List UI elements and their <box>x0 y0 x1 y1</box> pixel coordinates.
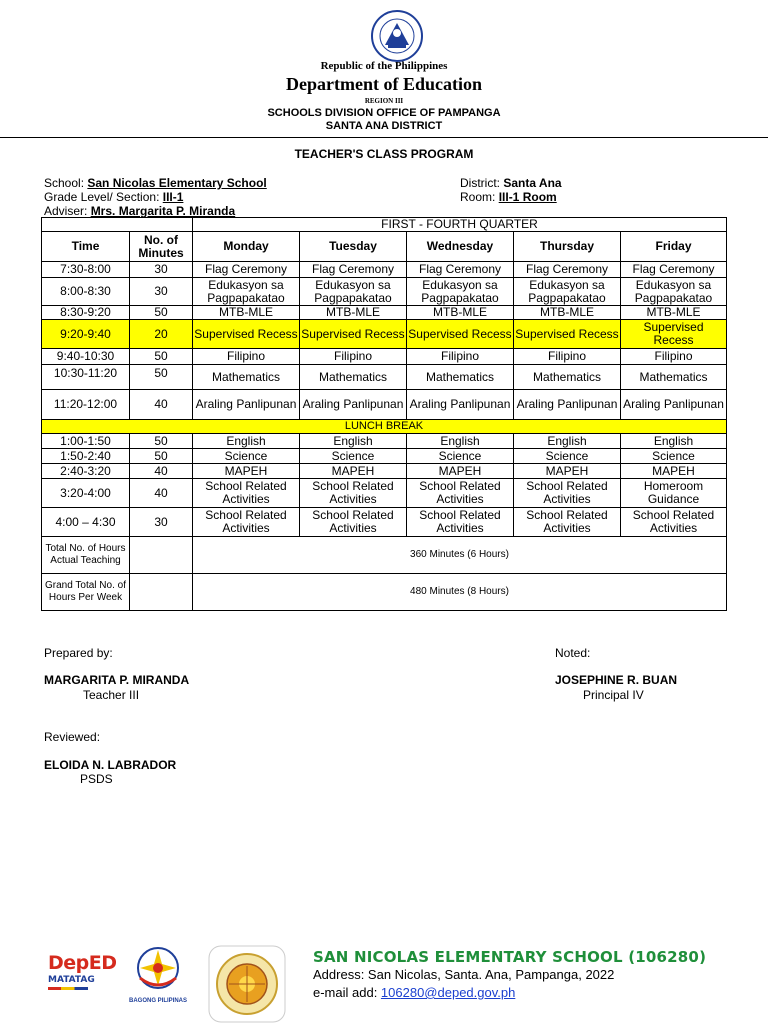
table-row <box>42 449 727 464</box>
table-row <box>42 434 727 449</box>
subject-cell: MTB-MLE <box>300 306 407 320</box>
time-cell: 7:30-8:00 <box>42 262 130 278</box>
school-value: San Nicolas Elementary School <box>87 176 267 190</box>
total-label: Grand Total No. of Hours Per Week <box>42 574 130 611</box>
header-divider <box>0 137 768 138</box>
subject-cell: MTB-MLE <box>407 306 514 320</box>
table-row <box>42 390 727 420</box>
subject-cell: MAPEH <box>621 464 727 479</box>
subject-cell: MAPEH <box>193 464 300 479</box>
district-line: SANTA ANA DISTRICT <box>325 120 443 132</box>
col-header-monday: Monday <box>193 232 300 262</box>
subject-cell: Science <box>300 449 407 464</box>
grade-info <box>44 190 183 204</box>
reviewed-name: ELOIDA N. LABRADOR <box>44 758 177 772</box>
school-label: School: <box>44 176 88 190</box>
minutes-cell: 50 <box>130 306 193 320</box>
document-title: TEACHER'S CLASS PROGRAM <box>294 147 474 161</box>
subject-cell: Flag Ceremony <box>621 262 727 278</box>
time-cell: 2:40-3:20 <box>42 464 130 479</box>
noted-title: Principal IV <box>583 688 644 702</box>
subject-cell: MTB-MLE <box>514 306 621 320</box>
table-row <box>42 508 727 537</box>
reviewed-title: PSDS <box>80 772 113 786</box>
school-seal-icon <box>207 944 287 1024</box>
lunch-break-label: LUNCH BREAK <box>42 420 727 434</box>
time-cell: 9:20-9:40 <box>42 320 130 349</box>
noted-name: JOSEPHINE R. BUAN <box>555 673 678 687</box>
subject-cell: MAPEH <box>300 464 407 479</box>
col-header-thursday: Thursday <box>514 232 621 262</box>
subject-cell: English <box>193 434 300 449</box>
prepared-title: Teacher III <box>83 688 140 702</box>
subject-cell: Araling Panlipunan <box>300 390 407 420</box>
school-seal-logo <box>207 944 287 1024</box>
subject-cell: School Related Activities <box>407 508 514 537</box>
table-header-row <box>42 232 727 262</box>
table-row <box>42 365 727 390</box>
subject-cell: School Related Activities <box>193 508 300 537</box>
matatag-color-bar <box>48 987 88 990</box>
subject-cell: Edukasyon sa Pagpapakatao <box>514 278 621 306</box>
subject-cell: School Related Activities <box>193 479 300 508</box>
subject-cell: Araling Panlipunan <box>514 390 621 420</box>
subject-cell: Science <box>621 449 727 464</box>
bagong-pilipinas-text: BAGONG PILIPINAS <box>128 998 187 1004</box>
total-row <box>42 574 727 611</box>
subject-cell: Science <box>407 449 514 464</box>
grade-value: III-1 <box>162 190 184 204</box>
subject-cell: Mathematics <box>407 365 514 390</box>
subject-cell: Filipino <box>514 349 621 365</box>
lunch-break-row <box>42 420 727 434</box>
school-info <box>44 176 267 190</box>
deped-matatag-logo <box>48 952 118 998</box>
minutes-cell: 40 <box>130 464 193 479</box>
region-line: REGION III <box>364 97 404 105</box>
email-link[interactable]: 106280@deped.gov.ph <box>380 985 516 1000</box>
district-label: District: <box>460 176 504 190</box>
subject-cell: School Related Activities <box>621 508 727 537</box>
col-header-time: Time <box>42 232 130 262</box>
total-row <box>42 537 727 574</box>
subject-cell: English <box>407 434 514 449</box>
table-row <box>42 306 727 320</box>
subject-cell: Araling Panlipunan <box>193 390 300 420</box>
minutes-cell: 30 <box>130 278 193 306</box>
col-header-wednesday: Wednesday <box>407 232 514 262</box>
subject-cell: School Related Activities <box>407 479 514 508</box>
subject-cell: Homeroom Guidance <box>621 479 727 508</box>
deped-seal-logo <box>360 9 434 63</box>
subject-cell: English <box>514 434 621 449</box>
subject-cell: Science <box>193 449 300 464</box>
subject-cell: Supervised Recess <box>407 320 514 349</box>
subject-cell: MTB-MLE <box>621 306 727 320</box>
subject-cell: Science <box>514 449 621 464</box>
minutes-cell: 40 <box>130 390 193 420</box>
subject-cell: Supervised Recess <box>514 320 621 349</box>
class-program-table <box>41 217 727 611</box>
matatag-text: MATATAG <box>48 975 95 985</box>
room-label: Room: <box>460 190 499 204</box>
subject-cell: MAPEH <box>514 464 621 479</box>
minutes-cell: 50 <box>130 434 193 449</box>
col-header-friday: Friday <box>621 232 727 262</box>
noted-label: Noted: <box>555 646 591 660</box>
school-email-line <box>313 985 515 1000</box>
bagong-pilipinas-logo <box>120 944 196 1004</box>
district-info <box>460 176 562 190</box>
col-header-tuesday: Tuesday <box>300 232 407 262</box>
time-cell: 9:40-10:30 <box>42 349 130 365</box>
deped-logo-text: DepED <box>48 952 117 974</box>
subject-cell: Flag Ceremony <box>300 262 407 278</box>
prepared-label: Prepared by: <box>44 646 113 660</box>
subject-cell: MAPEH <box>407 464 514 479</box>
subject-cell: English <box>621 434 727 449</box>
minutes-cell: 30 <box>130 262 193 278</box>
table-row <box>42 349 727 365</box>
subject-cell: Mathematics <box>300 365 407 390</box>
subject-cell: English <box>300 434 407 449</box>
adviser-info <box>44 204 235 218</box>
subject-cell: School Related Activities <box>300 479 407 508</box>
district-value: Santa Ana <box>503 176 562 190</box>
minutes-cell: 50 <box>130 365 193 390</box>
subject-cell: Araling Panlipunan <box>621 390 727 420</box>
department-name: Department of Education <box>286 74 482 94</box>
subject-cell: Filipino <box>407 349 514 365</box>
subject-cell: Flag Ceremony <box>514 262 621 278</box>
subject-cell: Supervised Recess <box>193 320 300 349</box>
subject-cell: Supervised Recess <box>300 320 407 349</box>
subject-cell: Araling Panlipunan <box>407 390 514 420</box>
table-row <box>42 262 727 278</box>
col-header-minutes: No. of Minutes <box>130 232 193 262</box>
table-row <box>42 278 727 306</box>
email-label: e-mail add: <box>313 985 381 1000</box>
minutes-cell: 50 <box>130 449 193 464</box>
time-cell: 3:20-4:00 <box>42 479 130 508</box>
subject-cell: Flag Ceremony <box>193 262 300 278</box>
subject-cell: Edukasyon sa Pagpapakatao <box>193 278 300 306</box>
republic-line: Republic of the Philippines <box>320 60 448 72</box>
table-row <box>42 479 727 508</box>
subject-cell: Edukasyon sa Pagpapakatao <box>621 278 727 306</box>
time-cell: 8:30-9:20 <box>42 306 130 320</box>
prepared-name: MARGARITA P. MIRANDA <box>44 673 190 687</box>
subject-cell: Filipino <box>193 349 300 365</box>
total-value: 480 Minutes (8 Hours) <box>193 574 727 611</box>
division-line: SCHOOLS DIVISION OFFICE OF PAMPANGA <box>267 107 501 119</box>
subject-cell: Mathematics <box>193 365 300 390</box>
bagong-pilipinas-emblem-icon <box>120 944 196 992</box>
recess-row <box>42 320 727 349</box>
minutes-cell: 20 <box>130 320 193 349</box>
room-value: III-1 Room <box>498 190 557 204</box>
time-cell: 1:00-1:50 <box>42 434 130 449</box>
subject-cell: Edukasyon sa Pagpapakatao <box>300 278 407 306</box>
subject-cell: Edukasyon sa Pagpapakatao <box>407 278 514 306</box>
subject-cell: Filipino <box>300 349 407 365</box>
subject-cell: Mathematics <box>621 365 727 390</box>
time-cell: 10:30-11:20 <box>42 365 130 390</box>
minutes-cell: 30 <box>130 508 193 537</box>
total-value: 360 Minutes (6 Hours) <box>193 537 727 574</box>
time-cell: 11:20-12:00 <box>42 390 130 420</box>
subject-cell: Mathematics <box>514 365 621 390</box>
school-address: Address: San Nicolas, Santa. Ana, Pampanga, 2022 <box>313 967 615 982</box>
minutes-cell: 50 <box>130 349 193 365</box>
table-row <box>42 464 727 479</box>
subject-cell: Supervised Recess <box>621 320 727 349</box>
subject-cell: MTB-MLE <box>193 306 300 320</box>
total-label: Total No. of Hours Actual Teaching <box>42 537 130 574</box>
adviser-label: Adviser: <box>44 204 91 218</box>
grade-label: Grade Level/ Section: <box>44 190 163 204</box>
quarter-label: FIRST - FOURTH QUARTER <box>193 218 727 232</box>
reviewed-label: Reviewed: <box>44 730 101 744</box>
time-cell: 4:00 – 4:30 <box>42 508 130 537</box>
subject-cell: School Related Activities <box>300 508 407 537</box>
subject-cell: Flag Ceremony <box>407 262 514 278</box>
time-cell: 8:00-8:30 <box>42 278 130 306</box>
minutes-cell: 40 <box>130 479 193 508</box>
adviser-value: Mrs. Margarita P. Miranda <box>90 204 236 218</box>
subject-cell: School Related Activities <box>514 508 621 537</box>
subject-cell: School Related Activities <box>514 479 621 508</box>
room-info <box>460 190 557 204</box>
school-name-footer: SAN NICOLAS ELEMENTARY SCHOOL (106280) <box>313 948 707 966</box>
time-cell: 1:50-2:40 <box>42 449 130 464</box>
subject-cell: Filipino <box>621 349 727 365</box>
